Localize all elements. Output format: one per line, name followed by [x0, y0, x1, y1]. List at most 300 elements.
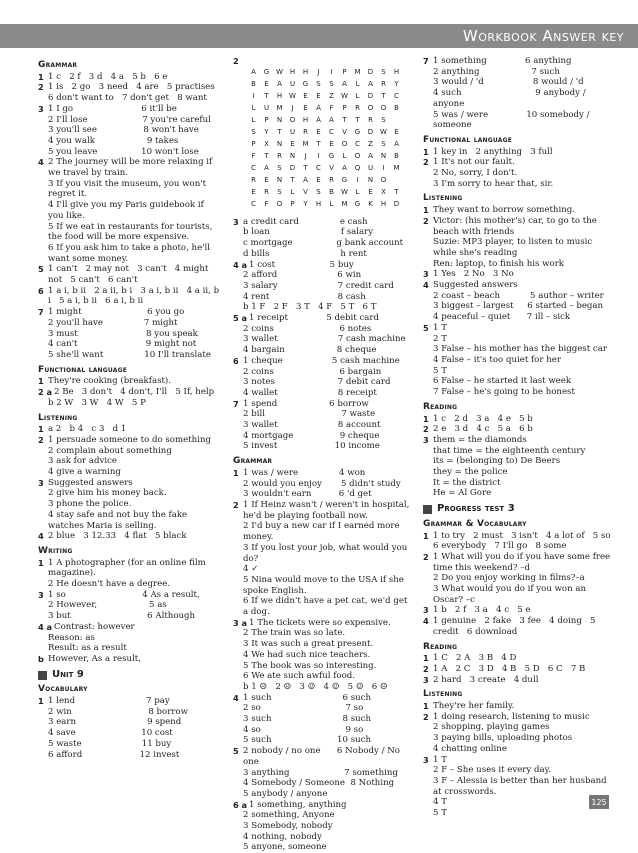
answer-text: 1 lend 7 pay: [48, 696, 170, 707]
unit-title: Progress test 3: [437, 503, 515, 515]
answer-line: 3 F – Alessia is better than her husband at crosswords.: [433, 776, 610, 797]
exercise-number: 3: [423, 434, 429, 445]
answer-line: 4 ✓: [243, 564, 259, 575]
answer-row: [38, 696, 221, 707]
exercise-number: 2: [423, 215, 429, 226]
answer-line: 4 T: [433, 797, 447, 808]
word-search-letter: W: [341, 92, 348, 101]
answer-text: Suggested answers: [433, 280, 518, 291]
answer-row: [233, 693, 415, 704]
word-search-letter: S: [316, 80, 321, 89]
answer-line: 5 If we eat in restaurants for tourists, the food will be more expensive.: [48, 221, 216, 243]
word-search-letter: [390, 175, 403, 187]
wordsearch-label-row: [233, 56, 415, 67]
word-search-letter: R: [381, 80, 386, 89]
answer-line: d bills h rent: [243, 248, 367, 259]
word-search-letter: D: [367, 68, 374, 77]
exercise-number: 4 a: [233, 259, 248, 270]
word-search-letter: S: [316, 188, 321, 197]
word-search-letter: E: [368, 188, 373, 197]
exercise-number: 3: [423, 269, 429, 280]
answer-line: He = Al Gore: [433, 488, 492, 499]
answer-line: c mortgage g bank account: [243, 238, 404, 249]
answer-line: 5 such 10 such: [243, 735, 372, 746]
answer-line: 5 anybody / anyone: [243, 788, 328, 799]
answer-line: 6 We ate such awful food.: [243, 671, 356, 682]
exercise-number: 3: [38, 103, 44, 114]
answer-text: 1 is 2 go 3 need 4 are 5 practises 6 don't want to 7 don't get 8 want: [48, 82, 223, 104]
unit-title: Unit 9: [52, 668, 84, 680]
answer-row: [38, 478, 221, 489]
answer-row: [233, 468, 415, 479]
answer-text: 1 cheque 5 cash machine: [243, 355, 400, 366]
answer-row: [423, 616, 613, 637]
answer-line: 4 give a warning: [48, 467, 121, 478]
section-heading: Listening: [38, 412, 78, 423]
answer-line: 2 give him his money back.: [48, 488, 167, 499]
answer-row: [38, 72, 221, 83]
answer-row: [38, 590, 221, 601]
answer-row: [38, 286, 221, 307]
answer-row: [423, 712, 613, 723]
answer-line: 3 If you visit the museum, you won't regret it.: [48, 178, 209, 200]
answer-row: [423, 424, 613, 435]
answer-text: 2 blue 3 12.33 4 flat 5 black: [48, 531, 187, 542]
exercise-number: 2: [233, 56, 239, 66]
word-search-letter: E: [303, 92, 308, 101]
answer-line: 3 must 8 you speak: [48, 328, 198, 339]
answer-text: 1 a i, b ii 2 a ii, b i 3 a i, b ii 4 a ii, b i 5 a i, b ii 6 a i, b ii: [48, 285, 222, 307]
word-search-letter: L: [355, 92, 360, 101]
word-search-letter: I: [382, 164, 385, 173]
column-3: [423, 56, 619, 819]
word-search-letter: G: [354, 200, 361, 209]
answer-row: [38, 307, 221, 318]
exercise-number: 5: [233, 746, 239, 757]
answer-text: 1 to try 2 must 3 isn't 4 a lot of 5 so 6 everybody 7 I'll go 8 some: [433, 530, 619, 552]
word-search-letter: A: [264, 164, 269, 173]
answer-line: 3 biggest – largest 6 started – began: [433, 301, 604, 312]
word-search-letter: P: [264, 116, 269, 125]
word-search-letter: M: [393, 164, 400, 173]
word-search-letter: U: [367, 164, 374, 173]
word-search-letter: I: [356, 176, 359, 185]
page-number: 125: [589, 795, 609, 809]
word-search-letter: M: [276, 104, 283, 113]
answer-line: 6 afford 12 invest: [48, 749, 180, 760]
exercise-number: 4: [233, 692, 239, 703]
word-search-letter: O: [289, 116, 296, 125]
word-search-letter: A: [329, 116, 334, 125]
answer-line: 3 ask for advice: [48, 456, 117, 467]
section-heading: Listening: [423, 689, 463, 700]
exercise-number: 2: [38, 82, 44, 93]
section-heading: Vocabulary: [38, 684, 88, 695]
answer-line: 4 save 10 cost: [48, 728, 173, 739]
word-search-letter: T: [277, 128, 282, 137]
word-search-letter: S: [381, 140, 386, 149]
exercise-number: 1: [423, 413, 429, 424]
word-search-letter: E: [316, 128, 321, 137]
answer-line: that time = the eighteenth century: [433, 445, 586, 456]
exercise-number: 4: [38, 531, 44, 542]
answer-text: a 2 b 4 c 3 d 1: [48, 424, 127, 435]
exercise-number: 6: [233, 355, 239, 366]
word-search-letter: E: [316, 176, 321, 185]
answer-row: [38, 531, 221, 542]
word-search-letter: A: [316, 104, 321, 113]
word-search-letter: B: [394, 104, 399, 113]
word-search-letter: E: [394, 128, 399, 137]
word-search-letter: H: [315, 200, 322, 209]
answer-row: [423, 755, 613, 766]
answer-line: 5 T: [433, 808, 447, 819]
word-search-letter: R: [355, 104, 360, 113]
answer-row: [423, 216, 613, 237]
exercise-number: 5 a: [233, 313, 248, 324]
square-bullet-icon: [423, 505, 432, 514]
answer-line: 3 earn 9 spend: [48, 717, 182, 728]
answer-line: 3 If you lost your job, what would you do?: [243, 542, 411, 564]
answer-text: They want to borrow something.: [433, 205, 575, 216]
answer-text: 1 c 2 f 3 d 4 a 5 b 6 e: [48, 71, 168, 82]
answer-line: 4 We had such nice teachers.: [243, 649, 371, 660]
answer-line: 3 you'll see 8 won't have: [48, 125, 199, 136]
answer-text: 1 b 2 f 3 a 4 c 5 e: [433, 605, 531, 616]
word-search-letter: S: [329, 80, 334, 89]
exercise-number: 1: [423, 205, 429, 216]
answer-text: 1 A photographer (for an online film magazine).: [48, 557, 209, 579]
section-heading: Grammar & Vocabulary: [423, 518, 527, 529]
answer-text: 1 receipt 5 debit card: [249, 313, 380, 324]
word-search-letter: E: [264, 80, 269, 89]
answer-text: 1 T: [433, 322, 447, 333]
answer-row: [233, 746, 415, 767]
word-search-letter: O: [276, 200, 283, 209]
section-heading: Reading: [423, 641, 458, 652]
word-search-letter: A: [342, 164, 347, 173]
answer-line: b 2 W 3 W 4 W 5 P: [48, 397, 146, 408]
word-search-letter: C: [316, 164, 321, 173]
header-title: Workbook Answer key: [462, 27, 624, 45]
word-search-letter: O: [354, 152, 361, 161]
word-search-letter: R: [368, 116, 373, 125]
word-search-letter: E: [251, 188, 256, 197]
exercise-number: 5: [38, 264, 44, 275]
answer-line: 3 but 6 Although: [48, 611, 196, 622]
answer-line: 3 would / 'd 8 would / 'd: [433, 77, 584, 88]
word-search-letter: I: [330, 68, 333, 77]
word-search-letter: N: [289, 152, 296, 161]
word-search-letter: Y: [264, 128, 269, 137]
word-search-letter: F: [264, 200, 269, 209]
word-search-letter: Q: [354, 164, 361, 173]
answer-line: 2 bill 7 waste: [243, 409, 376, 420]
answer-text: 2 The journey will be more relaxing if we travel by train.: [48, 157, 215, 179]
word-search-letter: W: [289, 92, 296, 101]
answer-row: [38, 435, 221, 446]
word-search-letter: K: [368, 200, 373, 209]
answer-text: 1 I go 6 it'll be: [48, 103, 177, 114]
answer-text: 2 nobody / no one 6 Nobody / No one: [243, 746, 403, 767]
word-search-letter: X: [381, 188, 386, 197]
answer-line: 4 Somebody / Someone 8 Nothing: [243, 778, 395, 789]
word-search-letter: R: [329, 176, 334, 185]
word-search-letter: O: [367, 104, 374, 113]
answer-line: 3 such 8 such: [243, 714, 372, 725]
answer-line: Result: as a result: [48, 643, 127, 654]
answer-text: 1 What will you do if you have some free time this weekend? –d: [433, 551, 613, 573]
answer-line: 5 Nina would move to the USA if she spoke English.: [243, 574, 407, 596]
word-search-letter: A: [342, 80, 347, 89]
answer-line: It = the district: [433, 477, 501, 488]
answer-text: 1 genuine 2 fake 3 fee 4 doing 5 credit 6 download: [433, 616, 599, 637]
answer-line: 2 so 7 so: [243, 703, 364, 714]
answer-text: 1 such 6 such: [243, 692, 372, 703]
exercise-number: 6: [38, 285, 44, 296]
word-search-letter: E: [329, 140, 334, 149]
answer-line: 4 mortgage 9 cheque: [243, 430, 380, 441]
answer-line: they = the police: [433, 467, 508, 478]
answer-line: 4 wallet 8 receipt: [243, 387, 377, 398]
word-search-letter: O: [380, 104, 387, 113]
exercise-number: 1: [38, 424, 44, 435]
word-search-grid: [247, 67, 415, 211]
answer-line: 2 something, Anyone: [243, 810, 335, 821]
word-search-letter: L: [355, 188, 360, 197]
answer-row: [423, 435, 613, 446]
answer-line: 2 The train was so late.: [243, 628, 346, 639]
word-search-letter: J: [304, 152, 307, 161]
word-search-letter: O: [380, 176, 387, 185]
answer-row: [233, 399, 415, 410]
word-search-letter: G: [354, 128, 361, 137]
word-search-letter: P: [290, 200, 295, 209]
answer-line: 3 paying bills, uploading photos: [433, 733, 573, 744]
answer-row: [233, 260, 415, 271]
answer-line: 4 you walk 9 takes: [48, 135, 179, 146]
answer-text: 1 so 4 As a result,: [48, 589, 200, 600]
word-search-letter: Y: [303, 200, 308, 209]
answer-row: [423, 414, 613, 425]
word-search-letter: C: [355, 140, 360, 149]
exercise-number: 1: [423, 701, 429, 712]
answer-row: [423, 323, 613, 334]
answer-line: 2 win 8 borrow: [48, 706, 188, 717]
column-1: [38, 56, 221, 760]
answer-text: 1 something, anything: [249, 799, 347, 810]
answer-line: b 1 F 2 F 3 T 4 F 5 T 6 T: [243, 302, 377, 313]
exercise-number: 3: [423, 754, 429, 765]
word-search-letter: R: [303, 128, 308, 137]
answer-line: 3 wallet 7 cash machine: [243, 334, 406, 345]
word-search-letter: T: [303, 164, 308, 173]
section-heading: Writing: [38, 545, 73, 556]
answer-row: [423, 269, 613, 280]
answer-row: [423, 147, 613, 158]
word-search-letter: T: [290, 176, 295, 185]
exercise-number: 2: [423, 711, 429, 722]
answer-text: 1 doing research, listening to music: [433, 711, 590, 722]
answer-line: 5 was / were 10 somebody / someone: [433, 109, 593, 131]
answer-row: [38, 104, 221, 115]
word-search-letter: B: [251, 80, 256, 89]
answer-line: 3 wallet 8 account: [243, 420, 381, 431]
answer-line: b 1 ☹ 2 ☹ 3 ☺ 4 ☺ 5 ☺ 6 ☹: [243, 681, 388, 692]
word-search-letter: J: [291, 104, 294, 113]
answer-text: 2 hard 3 create 4 dull: [433, 674, 539, 685]
answer-row: [38, 157, 221, 178]
answer-text: 1 It's not our fault.: [433, 157, 515, 168]
word-search-letter: I: [317, 152, 320, 161]
word-search-letter: A: [394, 140, 399, 149]
exercise-number: 3: [423, 674, 429, 685]
word-search-letter: A: [303, 176, 308, 185]
exercise-number: 5: [423, 322, 429, 333]
answer-line: 4 can't 9 might not: [48, 339, 197, 350]
answer-line: 2 would you enjoy 5 didn't study: [243, 478, 401, 489]
exercise-number: 3: [38, 477, 44, 488]
answer-line: 4 so 9 so: [243, 724, 364, 735]
answer-line: 3 False – his mother has the biggest car: [433, 344, 607, 355]
answer-text: Victor: (his mother's) car, to go to the beach with friends: [433, 215, 600, 237]
answer-line: 3 Somebody, nobody: [243, 821, 333, 832]
word-search-letter: H: [289, 68, 296, 77]
answer-line: 3 phone the police.: [48, 499, 132, 510]
answer-text: 1 something 6 anything: [433, 56, 572, 66]
answer-line: Reason: as: [48, 632, 95, 643]
word-search-letter: B: [329, 188, 334, 197]
answer-line: 2 No, sorry, I don't.: [433, 168, 518, 179]
answer-line: 3 I'm sorry to hear that, sir.: [433, 178, 554, 189]
exercise-number: 1: [423, 146, 429, 157]
answer-row: [38, 424, 221, 435]
answer-line: 3 anything 7 something: [243, 767, 398, 778]
answer-row: [423, 530, 619, 552]
answer-line: 2 coins 6 notes: [243, 323, 372, 334]
answer-line: 6 False – he started it last week: [433, 376, 572, 387]
exercise-number: 3: [233, 216, 239, 227]
answer-text: 1 spend 6 borrow: [243, 398, 369, 409]
word-search-letter: O: [341, 140, 348, 149]
answer-line: 2 I'd buy a new car if I earned more money.: [243, 521, 403, 543]
answer-row: [233, 313, 415, 324]
answer-line: 2 you'll have 7 might: [48, 317, 178, 328]
answer-line: 3 notes 7 debit card: [243, 377, 391, 388]
answer-text: However, As a result,: [48, 653, 141, 664]
answer-row: [38, 376, 221, 387]
exercise-number: 1: [38, 376, 44, 387]
word-search-letter: L: [355, 80, 360, 89]
answer-row: [423, 205, 613, 216]
word-search-letter: U: [289, 128, 296, 137]
exercise-number: 3: [423, 605, 429, 616]
word-search-letter: G: [328, 152, 335, 161]
section-heading: Functional language: [423, 134, 513, 145]
answer-line: 4 stay safe and not buy the fake watches Maria is selling.: [48, 509, 190, 531]
word-search-letter: D: [367, 92, 374, 101]
exercise-number: 2: [423, 424, 429, 435]
word-search-letter: N: [276, 116, 283, 125]
word-search-letter: J: [317, 68, 320, 77]
answer-line: 5 waste 11 buy: [48, 738, 172, 749]
square-bullet-icon: [38, 671, 47, 680]
answer-row: [38, 264, 221, 285]
word-search-letter: H: [302, 68, 309, 77]
answer-line: 4 peaceful – quiet 7 ill – sick: [433, 312, 571, 323]
answer-text: 1 The tickets were so expensive.: [249, 617, 391, 628]
word-search-letter: P: [251, 140, 256, 149]
answer-row: [233, 800, 415, 811]
word-search-letter: T: [316, 140, 321, 149]
answer-line: 2 T: [433, 333, 447, 344]
word-search-letter: G: [263, 68, 270, 77]
answer-text: a credit card e cash: [243, 216, 368, 227]
word-search-letter: L: [251, 116, 256, 125]
word-search-letter: T: [264, 92, 269, 101]
word-search-letter: F: [329, 104, 334, 113]
answer-text: 1 T: [433, 754, 447, 765]
word-search-letter: H: [380, 200, 387, 209]
answer-text: 1 can't 2 may not 3 can't 4 might not 5 can't 6 can't: [48, 264, 212, 286]
word-search-letter: N: [367, 176, 374, 185]
word-search-letter: G: [341, 176, 348, 185]
exercise-number: 2 a: [38, 387, 53, 398]
answer-line: 6 If you ask him to take a photo, he'll want some money.: [48, 242, 213, 264]
answer-row: [423, 280, 613, 291]
word-search-letter: B: [394, 152, 399, 161]
exercise-number: 4: [38, 157, 44, 168]
section-heading: Reading: [423, 401, 458, 412]
word-search-letter: C: [329, 128, 334, 137]
answer-text: Contrast: however: [54, 621, 135, 632]
word-search-letter: Z: [368, 140, 373, 149]
exercise-number: 4 a: [38, 621, 53, 632]
word-search-letter: L: [290, 188, 295, 197]
word-search-letter: G: [302, 80, 309, 89]
answer-line: Ren: laptop, to finish his work: [433, 258, 565, 269]
answer-text: 1 If Heinz wasn't / weren't in hospital, he'd be playing football now.: [243, 499, 413, 521]
word-search-letter: V: [329, 164, 334, 173]
word-search-letter: L: [251, 104, 256, 113]
word-search-letter: V: [342, 128, 347, 137]
answer-line: 2 afford 6 win: [243, 270, 362, 281]
word-search-letter: H: [302, 116, 309, 125]
exercise-number: 4: [423, 616, 429, 627]
answer-text: 1 c 2 d 3 a 4 e 5 b: [433, 413, 533, 424]
answer-line: 5 T: [433, 365, 447, 376]
answer-row: [423, 56, 613, 67]
answer-text: 1 cost 5 buy: [249, 259, 354, 270]
answer-line: 5 anyone, someone: [243, 842, 327, 853]
word-search-letter: H: [393, 68, 400, 77]
word-search-letter: M: [341, 200, 348, 209]
word-search-letter: A: [368, 152, 373, 161]
exercise-number: 2: [423, 157, 429, 168]
word-search-letter: A: [316, 116, 321, 125]
exercise-number: 2: [233, 499, 239, 510]
answer-text: They're cooking (breakfast).: [48, 376, 172, 387]
exercise-number: 6 a: [233, 799, 248, 810]
exercise-number: 7: [233, 398, 239, 409]
word-search-letter: W: [341, 188, 348, 197]
word-search-letter: D: [289, 164, 296, 173]
answer-row: [38, 387, 221, 398]
answer-line: 5 you leave 10 won't lose: [48, 146, 199, 157]
answer-line: its = (belonging to) De Beers: [433, 456, 561, 467]
exercise-number: 1: [38, 71, 44, 82]
word-search-letter: V: [303, 188, 308, 197]
